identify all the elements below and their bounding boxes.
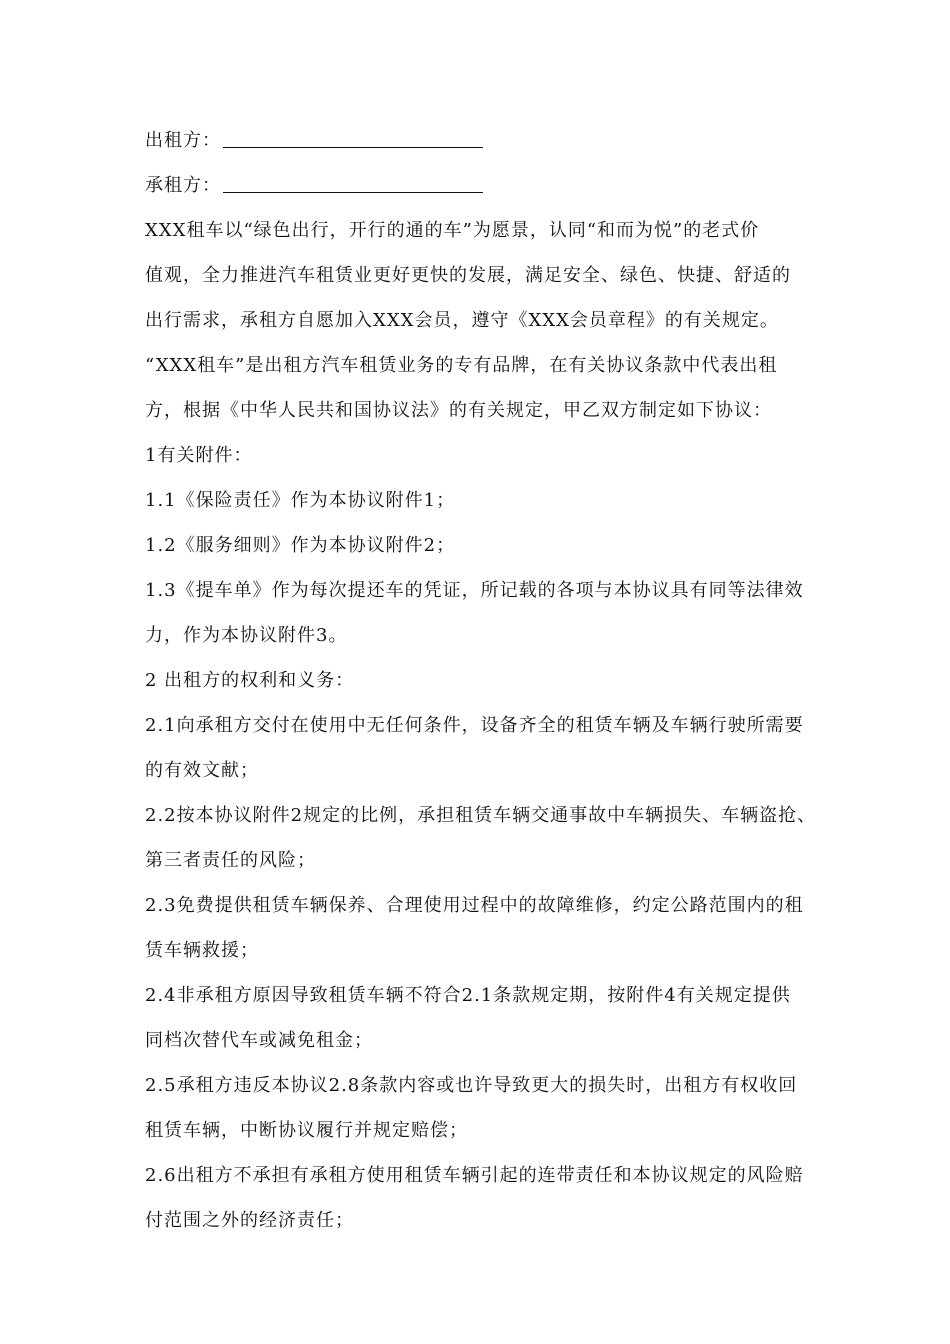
clause-line: 1.1《保险责任》作为本协议附件1； xyxy=(145,490,456,511)
clause-line: 第三者责任的风险； xyxy=(145,850,316,871)
clause-line: 1.3《提车单》作为每次提还车的凭证，所记载的各项与本协议具有同等法律效 xyxy=(145,580,804,601)
clause-line: 付范围之外的经济责任； xyxy=(145,1210,354,1231)
text-line: XXX租车以“绿色出行，开行的通的车”为愿景，认同“和而为悦”的老式价 xyxy=(145,220,760,241)
section-heading: 1有关附件： xyxy=(145,445,253,466)
clause-line: 赁车辆救援； xyxy=(145,940,259,961)
clause-line: 2.5承租方违反本协议2.8条款内容或也许导致更大的损失时，出租方有权收回 xyxy=(145,1075,798,1096)
clause-line: 的有效文献； xyxy=(145,760,259,781)
lessee-line xyxy=(145,163,845,208)
lessee-label: 承租方： xyxy=(145,175,221,196)
lessor-label: 出租方： xyxy=(145,130,221,151)
clause-line: 2.6出租方不承担有承租方使用租赁车辆引起的连带责任和本协议规定的风险赔 xyxy=(145,1165,804,1186)
text-line: 出行需求，承租方自愿加入XXX会员，遵守《XXX会员章程》的有关规定。 xyxy=(145,310,779,331)
clause-line: 2.4非承租方原因导致租赁车辆不符合2.1条款规定期，按附件4有关规定提供 xyxy=(145,985,791,1006)
text-line: 方，根据《中华人民共和国协议法》的有关规定，甲乙双方制定如下协议： xyxy=(145,400,772,421)
clause-line: 力，作为本协议附件3。 xyxy=(145,625,348,646)
section-heading: 2 出租方的权利和义务： xyxy=(145,670,355,691)
text-line: “XXX租车”是出租方汽车租赁业务的专有品牌，在有关协议条款中代表出租 xyxy=(145,355,778,376)
contract-body xyxy=(145,118,845,1243)
lessor-line xyxy=(145,118,845,163)
text-line: 值观，全力推进汽车租赁业更好更快的发展，满足安全、绿色、快捷、舒适的 xyxy=(145,265,791,286)
clause-line: 1.2《服务细则》作为本协议附件2； xyxy=(145,535,456,556)
clause-line: 2.2按本协议附件2规定的比例，承担租赁车辆交通事故中车辆损失、车辆盗抢、 xyxy=(145,805,817,826)
clause-line: 租赁车辆，中断协议履行并规定赔偿； xyxy=(145,1120,468,1141)
clause-line: 同档次替代车或减免租金； xyxy=(145,1030,373,1051)
clause-line: 2.1向承租方交付在使用中无任何条件，设备齐全的租赁车辆及车辆行驶所需要 xyxy=(145,715,804,736)
clause-line: 2.3免费提供租赁车辆保养、合理使用过程中的故障维修，约定公路范围内的租 xyxy=(145,895,804,916)
lessor-blank xyxy=(223,127,483,148)
lessee-blank xyxy=(223,172,483,193)
